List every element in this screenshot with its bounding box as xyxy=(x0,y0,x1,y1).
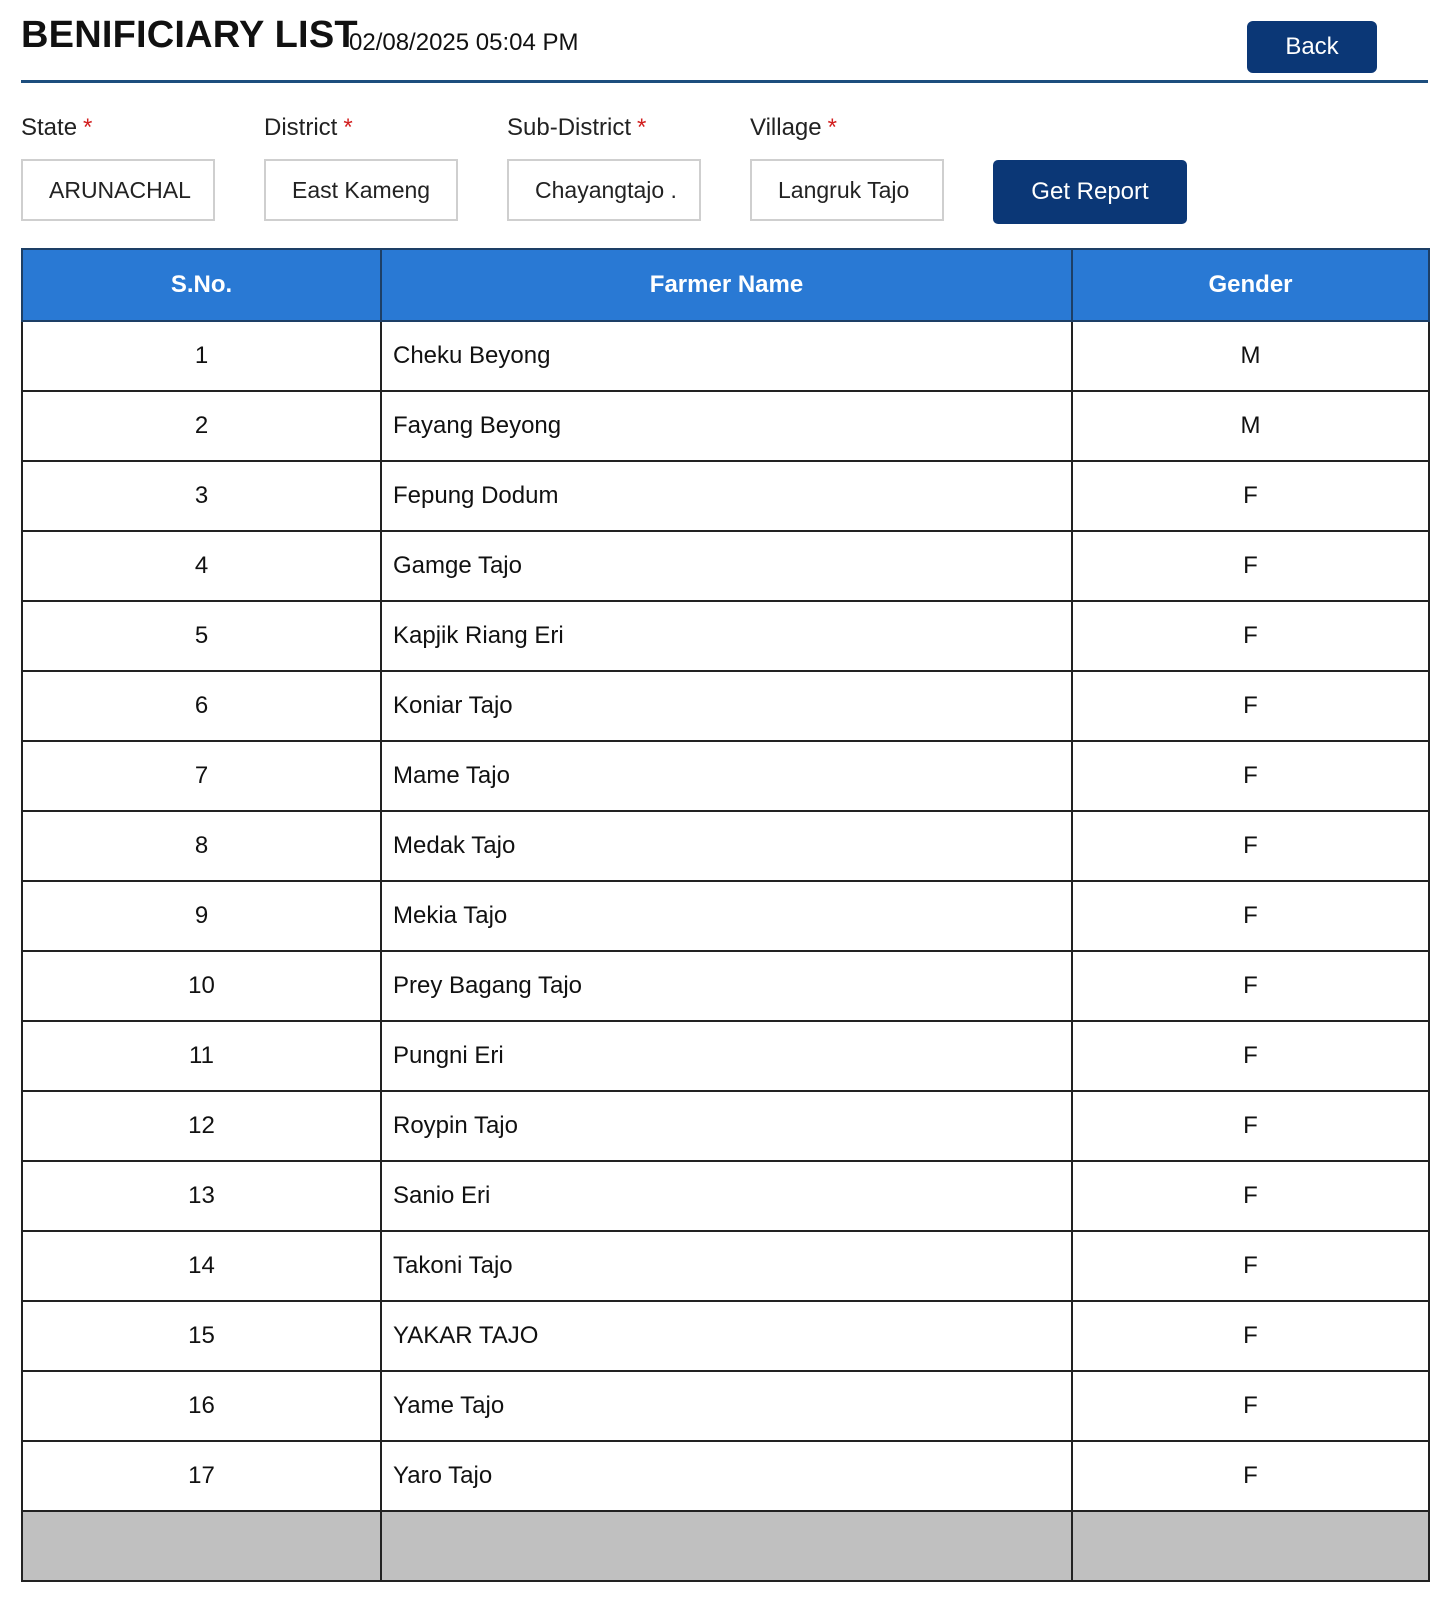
table-row xyxy=(22,951,1429,1021)
report-datetime: 02/08/2025 05:04 PM xyxy=(349,29,579,56)
district-filter xyxy=(264,113,458,221)
cell-gender: F xyxy=(1072,601,1429,671)
required-mark: * xyxy=(637,114,647,141)
cell-gender: M xyxy=(1072,321,1429,391)
table-row xyxy=(22,741,1429,811)
cell-sno: 1 xyxy=(22,321,381,391)
cell-farmer-name: YAKAR TAJO xyxy=(381,1301,1072,1371)
get-report-button[interactable]: Get Report xyxy=(993,160,1187,224)
cell-farmer-name: Fepung Dodum xyxy=(381,461,1072,531)
state-field[interactable]: ARUNACHAL xyxy=(21,159,215,221)
village-label: Village * xyxy=(750,114,837,141)
cell-gender: F xyxy=(1072,1371,1429,1441)
cell-farmer-name: Yaro Tajo xyxy=(381,1441,1072,1511)
cell-farmer-name: Mame Tajo xyxy=(381,741,1072,811)
district-field[interactable]: East Kameng xyxy=(264,159,458,221)
table-row xyxy=(22,1231,1429,1301)
column-header-gender: Gender xyxy=(1072,249,1429,321)
table-row xyxy=(22,1161,1429,1231)
footer-cell xyxy=(1072,1511,1429,1581)
cell-sno: 3 xyxy=(22,461,381,531)
table-row xyxy=(22,671,1429,741)
cell-gender: F xyxy=(1072,461,1429,531)
footer-cell xyxy=(22,1511,381,1581)
table-row xyxy=(22,811,1429,881)
page-title: BENIFICIARY LIST xyxy=(21,14,358,56)
cell-gender: F xyxy=(1072,531,1429,601)
cell-farmer-name: Pungni Eri xyxy=(381,1021,1072,1091)
cell-gender: M xyxy=(1072,391,1429,461)
cell-farmer-name: Prey Bagang Tajo xyxy=(381,951,1072,1021)
cell-sno: 15 xyxy=(22,1301,381,1371)
village-filter xyxy=(750,113,944,221)
state-label: State * xyxy=(21,114,93,141)
table-row xyxy=(22,1091,1429,1161)
table-row xyxy=(22,1021,1429,1091)
cell-sno: 8 xyxy=(22,811,381,881)
village-field[interactable]: Langruk Tajo xyxy=(750,159,944,221)
cell-gender: F xyxy=(1072,1441,1429,1511)
table-row xyxy=(22,601,1429,671)
table-row xyxy=(22,531,1429,601)
cell-gender: F xyxy=(1072,881,1429,951)
back-button[interactable]: Back xyxy=(1247,21,1377,73)
table-row xyxy=(22,391,1429,461)
cell-farmer-name: Roypin Tajo xyxy=(381,1091,1072,1161)
page-header xyxy=(21,0,1428,83)
cell-farmer-name: Sanio Eri xyxy=(381,1161,1072,1231)
cell-sno: 7 xyxy=(22,741,381,811)
table-row xyxy=(22,1441,1429,1511)
beneficiary-table xyxy=(21,248,1430,1582)
subdistrict-label: Sub-District * xyxy=(507,114,647,141)
footer-cell xyxy=(381,1511,1072,1581)
cell-sno: 14 xyxy=(22,1231,381,1301)
column-header-sno: S.No. xyxy=(22,249,381,321)
state-filter xyxy=(21,113,215,221)
table-row xyxy=(22,1371,1429,1441)
cell-farmer-name: Mekia Tajo xyxy=(381,881,1072,951)
cell-gender: F xyxy=(1072,1231,1429,1301)
table-footer-row xyxy=(22,1511,1429,1581)
cell-sno: 6 xyxy=(22,671,381,741)
cell-farmer-name: Gamge Tajo xyxy=(381,531,1072,601)
subdistrict-field[interactable]: Chayangtajo . xyxy=(507,159,701,221)
cell-sno: 10 xyxy=(22,951,381,1021)
cell-sno: 17 xyxy=(22,1441,381,1511)
cell-sno: 5 xyxy=(22,601,381,671)
cell-sno: 12 xyxy=(22,1091,381,1161)
cell-farmer-name: Takoni Tajo xyxy=(381,1231,1072,1301)
table-row xyxy=(22,461,1429,531)
cell-gender: F xyxy=(1072,811,1429,881)
cell-farmer-name: Yame Tajo xyxy=(381,1371,1072,1441)
cell-farmer-name: Medak Tajo xyxy=(381,811,1072,881)
cell-sno: 16 xyxy=(22,1371,381,1441)
cell-farmer-name: Cheku Beyong xyxy=(381,321,1072,391)
cell-gender: F xyxy=(1072,671,1429,741)
cell-gender: F xyxy=(1072,741,1429,811)
cell-sno: 2 xyxy=(22,391,381,461)
table-row xyxy=(22,881,1429,951)
required-mark: * xyxy=(83,114,93,141)
cell-gender: F xyxy=(1072,951,1429,1021)
cell-farmer-name: Kapjik Riang Eri xyxy=(381,601,1072,671)
cell-gender: F xyxy=(1072,1301,1429,1371)
cell-sno: 4 xyxy=(22,531,381,601)
required-mark: * xyxy=(343,114,353,141)
cell-sno: 11 xyxy=(22,1021,381,1091)
cell-sno: 9 xyxy=(22,881,381,951)
cell-gender: F xyxy=(1072,1091,1429,1161)
cell-gender: F xyxy=(1072,1021,1429,1091)
subdistrict-filter xyxy=(507,113,701,221)
district-label: District * xyxy=(264,114,353,141)
cell-farmer-name: Fayang Beyong xyxy=(381,391,1072,461)
column-header-farmer-name: Farmer Name xyxy=(381,249,1072,321)
cell-sno: 13 xyxy=(22,1161,381,1231)
cell-gender: F xyxy=(1072,1161,1429,1231)
cell-farmer-name: Koniar Tajo xyxy=(381,671,1072,741)
table-row xyxy=(22,1301,1429,1371)
table-header-row xyxy=(22,249,1429,321)
table-row xyxy=(22,321,1429,391)
required-mark: * xyxy=(827,114,837,141)
